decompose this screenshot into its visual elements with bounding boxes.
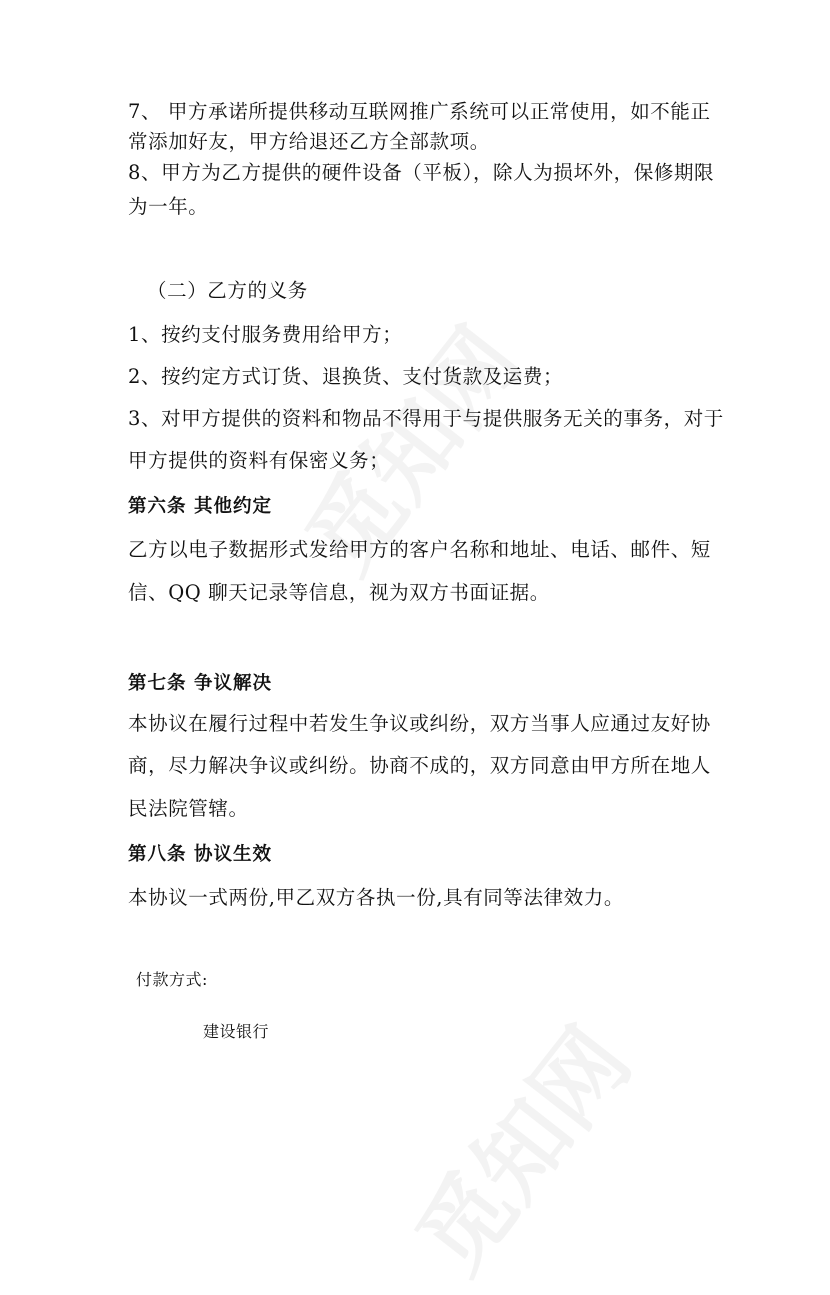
article-7-body-line-2: 商，尽力解决争议或纠纷。协商不成的，双方同意由甲方所在地人 [128,754,711,777]
payment-bank: 建设银行 [203,1022,270,1041]
section-two-item-1: 1、按约支付服务费用给甲方； [128,323,403,346]
article-8-body: 本协议一式两份,甲乙双方各执一份,具有同等法律效力。 [128,886,624,909]
clause-7-line-1: 7、 甲方承诺所提供移动互联网推广系统可以正常使用，如不能正 [128,100,711,123]
article-7-heading: 第七条 争议解决 [128,673,272,694]
article-6-heading: 第六条 其他约定 [128,496,272,517]
article-8-heading: 第八条 协议生效 [128,844,272,865]
clause-8-line-2: 为一年。 [128,195,209,218]
watermark-bottom [381,997,655,1295]
article-7-body-line-3: 民法院管辖。 [128,797,249,820]
payment-label: 付款方式: [136,970,208,989]
article-6-body-line-1: 乙方以电子数据形式发给甲方的客户名称和地址、电话、邮件、短 [128,538,711,561]
section-two-item-3-line-2: 甲方提供的资料有保密义务； [128,449,390,472]
clause-7-line-2: 常添加好友，甲方给退还乙方全部款项。 [128,130,490,153]
section-two-item-2: 2、按约定方式订货、退换货、支付货款及运费； [128,365,564,388]
article-7-body-line-1: 本协议在履行过程中若发生争议或纠纷，双方当事人应通过友好协 [128,712,711,735]
section-two-title: （二）乙方的义务 [147,279,308,302]
clause-8-line-1: 8、甲方为乙方提供的硬件设备（平板），除人为损坏外，保修期限 [128,161,715,184]
article-6-body-line-2: 信、QQ 聊天记录等信息，视为双方书面证据。 [128,581,550,604]
section-two-item-3-line-1: 3、对甲方提供的资料和物品不得用于与提供服务无关的事务，对于 [128,407,724,430]
